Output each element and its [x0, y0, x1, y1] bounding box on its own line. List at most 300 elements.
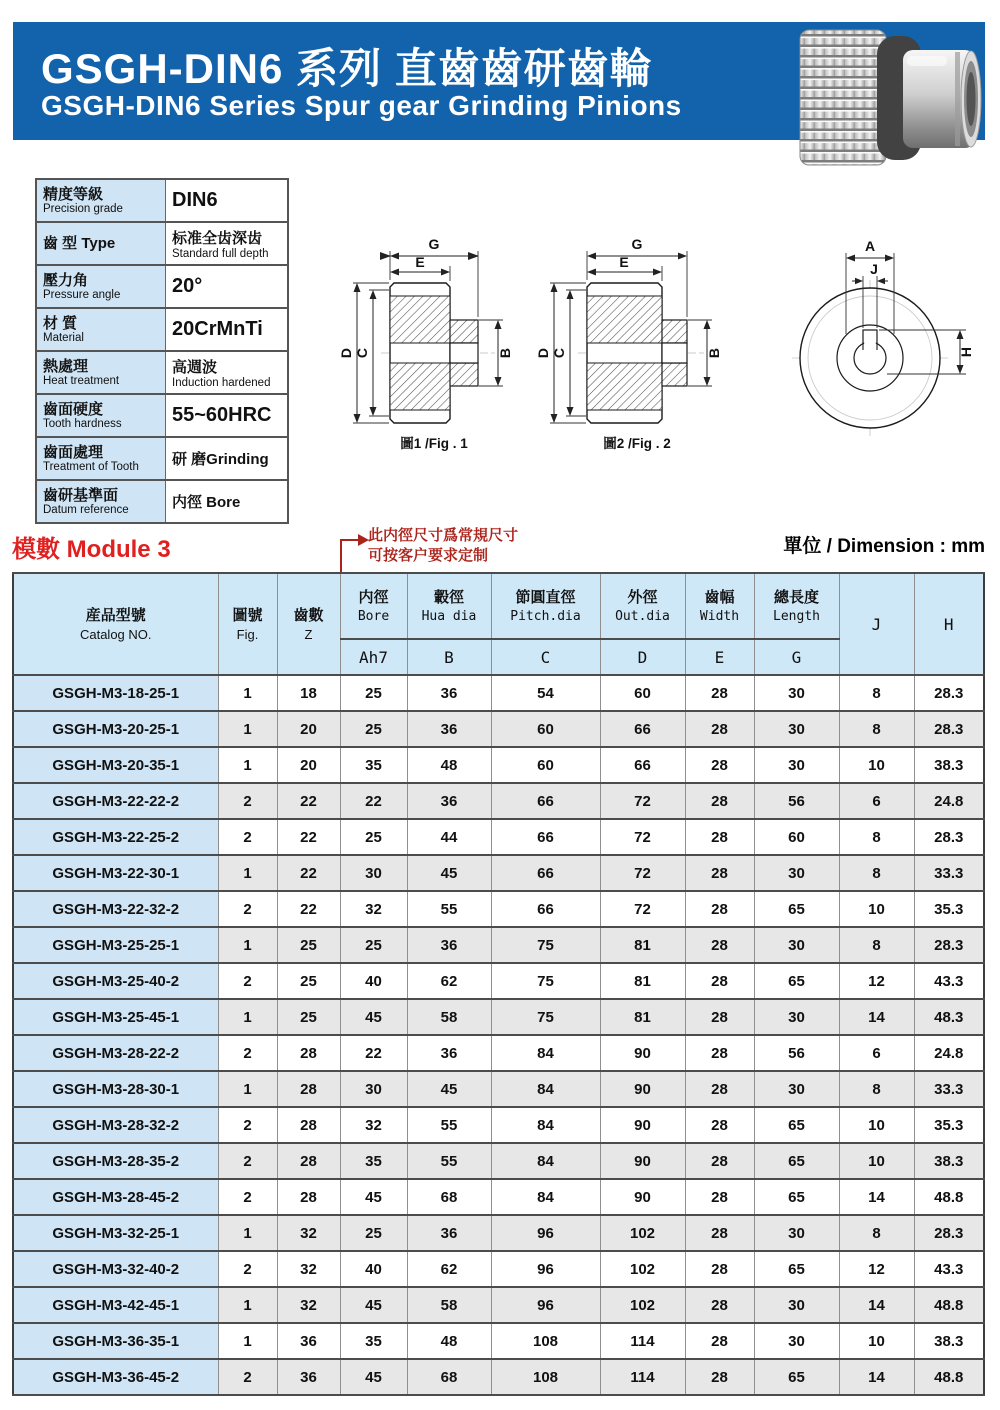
- dimension-cell: 44: [407, 819, 491, 855]
- dimension-cell: 84: [491, 1071, 600, 1107]
- catalog-number-cell: GSGH-M3-32-25-1: [13, 1215, 218, 1251]
- dimension-cell: 1: [218, 1323, 277, 1359]
- dimension-cell: 1: [218, 1071, 277, 1107]
- dimension-cell: 45: [340, 999, 407, 1035]
- dimension-cell: 30: [754, 927, 839, 963]
- table-row: [13, 783, 984, 819]
- spec-label-en: Precision grade: [43, 202, 123, 215]
- dimension-cell: 48: [407, 747, 491, 783]
- spec-value: 20CrMnTi: [172, 318, 263, 340]
- spec-label-zh: 齒 型 Type: [43, 235, 116, 252]
- dimension-cell: 90: [600, 1143, 685, 1179]
- dimension-cell: 75: [491, 963, 600, 999]
- dimension-cell: 45: [340, 1179, 407, 1215]
- dimension-cell: 28: [685, 891, 754, 927]
- technical-drawings: [290, 226, 995, 468]
- catalog-number-cell: GSGH-M3-22-22-2: [13, 783, 218, 819]
- col-header-zh: 外徑: [627, 588, 658, 606]
- col-subheader-ah7: Ah7: [340, 639, 407, 675]
- dimension-cell: 65: [754, 963, 839, 999]
- catalog-number-cell: GSGH-M3-22-30-1: [13, 855, 218, 891]
- dimension-cell: 28: [685, 1251, 754, 1287]
- dimension-cell: 35: [340, 747, 407, 783]
- dimension-cell: 36: [277, 1359, 340, 1395]
- table-row: [13, 1179, 984, 1215]
- dimension-cell: 1: [218, 1287, 277, 1323]
- dimension-cell: 28: [685, 1215, 754, 1251]
- dimension-cell: 108: [491, 1323, 600, 1359]
- dimension-cell: 48.3: [914, 999, 984, 1035]
- catalog-number-cell: GSGH-M3-28-30-1: [13, 1071, 218, 1107]
- catalog-number-cell: GSGH-M3-42-45-1: [13, 1287, 218, 1323]
- dimension-cell: 96: [491, 1287, 600, 1323]
- col-header-fig: [218, 573, 277, 675]
- dimension-cell: 75: [491, 927, 600, 963]
- dimension-cell: 36: [407, 1035, 491, 1071]
- dimension-cell: 81: [600, 963, 685, 999]
- col-header-en: Out.dia: [615, 608, 670, 624]
- dimension-cell: 28.3: [914, 927, 984, 963]
- dimension-cell: 84: [491, 1035, 600, 1071]
- table-row: [13, 711, 984, 747]
- dimension-cell: 25: [340, 927, 407, 963]
- dimension-cell: 66: [491, 783, 600, 819]
- dimension-cell: 102: [600, 1251, 685, 1287]
- dimension-cell: 32: [277, 1215, 340, 1251]
- spec-label-zh: 材 質: [43, 314, 78, 332]
- dimension-cell: 25: [340, 711, 407, 747]
- spec-label-zh: 精度等級: [43, 185, 104, 203]
- dimension-cell: 65: [754, 1359, 839, 1395]
- col-header-en: Fig.: [236, 626, 259, 642]
- dimension-cell: 28: [685, 1107, 754, 1143]
- spec-row-material: [37, 309, 287, 352]
- spec-label-zh: 齒面處理: [43, 443, 104, 461]
- dimension-cell: 8: [839, 711, 914, 747]
- dimension-cell: 36: [407, 711, 491, 747]
- dimension-cell: 1: [218, 855, 277, 891]
- col-subheader-g: G: [754, 639, 839, 675]
- spec-row-datum-reference: [37, 481, 287, 524]
- dimension-cell: 36: [277, 1323, 340, 1359]
- dimension-cell: 6: [839, 1035, 914, 1071]
- dimension-cell: 20: [277, 747, 340, 783]
- table-row: [13, 891, 984, 927]
- col-header-zh: 齒幅: [704, 588, 735, 606]
- dimension-cell: 28: [685, 1071, 754, 1107]
- catalog-number-cell: GSGH-M3-28-35-2: [13, 1143, 218, 1179]
- spec-value: 高週波: [172, 358, 218, 376]
- table-row: [13, 1035, 984, 1071]
- dimension-cell: 28.3: [914, 675, 984, 711]
- dimension-cell: 1: [218, 711, 277, 747]
- dim-label-d: D: [535, 347, 551, 359]
- dimension-cell: 60: [491, 747, 600, 783]
- col-header-en: Hua dia: [421, 608, 477, 624]
- table-row: [13, 927, 984, 963]
- dim-label-g: G: [428, 236, 440, 252]
- dimension-cell: 81: [600, 999, 685, 1035]
- dimension-cell: 1: [218, 999, 277, 1035]
- bore-note-line1: 此内徑尺寸爲常規尺寸: [368, 527, 519, 544]
- spec-table: [35, 178, 289, 524]
- dimension-cell: 2: [218, 1179, 277, 1215]
- dimension-cell: 62: [407, 963, 491, 999]
- dimension-cell: 30: [754, 999, 839, 1035]
- dimension-cell: 65: [754, 891, 839, 927]
- dimension-cell: 28: [277, 1107, 340, 1143]
- dimension-cell: 20: [277, 711, 340, 747]
- dimension-cell: 102: [600, 1215, 685, 1251]
- dimension-cell: 84: [491, 1143, 600, 1179]
- dimension-cell: 25: [340, 1215, 407, 1251]
- dimension-cell: 60: [491, 711, 600, 747]
- dimension-cell: 12: [839, 963, 914, 999]
- dimension-cell: 14: [839, 1287, 914, 1323]
- dimension-cell: 45: [407, 1071, 491, 1107]
- col-header-zh: 節圓直徑: [515, 588, 576, 606]
- dimension-cell: 72: [600, 819, 685, 855]
- dimension-cell: 45: [407, 855, 491, 891]
- col-header-zh: 總長度: [773, 588, 819, 606]
- dimension-table: [12, 572, 985, 1396]
- col-header-zh: 内徑: [358, 588, 389, 606]
- spec-label-zh: 齒面硬度: [43, 400, 104, 418]
- dimension-cell: 22: [277, 891, 340, 927]
- dimension-cell: 72: [600, 783, 685, 819]
- dimension-cell: 6: [839, 783, 914, 819]
- dim-label-j: J: [870, 261, 878, 277]
- dimension-cell: 90: [600, 1179, 685, 1215]
- dimension-cell: 84: [491, 1107, 600, 1143]
- dimension-cell: 1: [218, 927, 277, 963]
- dimension-cell: 35: [340, 1323, 407, 1359]
- col-header-zh: 轂徑: [433, 588, 464, 606]
- catalog-number-cell: GSGH-M3-36-45-2: [13, 1359, 218, 1395]
- bore-note-line2: 可按客户要求定制: [368, 547, 489, 564]
- dimension-cell: 8: [839, 819, 914, 855]
- dim-label-a: A: [864, 238, 876, 254]
- dimension-cell: 8: [839, 1215, 914, 1251]
- dimension-cell: 48.8: [914, 1179, 984, 1215]
- spec-label-en: Material: [43, 331, 84, 344]
- spec-row-tooth-treatment: [37, 438, 287, 481]
- spec-label-zh: 齒研基準面: [43, 486, 119, 504]
- dimension-cell: 90: [600, 1071, 685, 1107]
- dimension-cell: 35.3: [914, 891, 984, 927]
- bore-note-leader-line: [340, 539, 360, 541]
- dimension-cell: 45: [340, 1359, 407, 1395]
- catalog-number-cell: GSGH-M3-20-35-1: [13, 747, 218, 783]
- table-row: [13, 819, 984, 855]
- dimension-cell: 28: [685, 1179, 754, 1215]
- dimension-cell: 28.3: [914, 711, 984, 747]
- col-header-en: Pitch.dia: [510, 608, 581, 624]
- col-header-bore: [340, 573, 407, 639]
- spec-value-sub: Induction hardened: [172, 376, 271, 389]
- dimension-cell: 28: [685, 963, 754, 999]
- dimension-cell: 25: [277, 927, 340, 963]
- dimension-cell: 14: [839, 999, 914, 1035]
- dimension-cell: 48: [407, 1323, 491, 1359]
- figure-1: [338, 236, 513, 451]
- dimension-cell: 66: [600, 747, 685, 783]
- dimension-cell: 30: [754, 711, 839, 747]
- dimension-cell: 36: [407, 675, 491, 711]
- dimension-cell: 33.3: [914, 855, 984, 891]
- catalog-number-cell: GSGH-M3-18-25-1: [13, 675, 218, 711]
- dimension-cell: 38.3: [914, 1143, 984, 1179]
- dimension-cell: 28: [277, 1179, 340, 1215]
- col-subheader-d: D: [600, 639, 685, 675]
- unit-label: 單位 / Dimension : mm: [783, 536, 985, 557]
- spec-value: 55~60HRC: [172, 404, 272, 426]
- col-header-en: Catalog NO.: [79, 626, 152, 642]
- catalog-number-cell: GSGH-M3-25-40-2: [13, 963, 218, 999]
- col-header-en: Z: [304, 626, 313, 642]
- catalog-number-cell: GSGH-M3-28-32-2: [13, 1107, 218, 1143]
- table-body: [13, 675, 984, 1395]
- dimension-cell: 28: [685, 675, 754, 711]
- col-subheader-c: C: [491, 639, 600, 675]
- spec-value: 研 磨Grinding: [172, 451, 269, 468]
- table-row: [13, 675, 984, 711]
- table-row: [13, 1143, 984, 1179]
- dimension-cell: 2: [218, 1359, 277, 1395]
- dimension-cell: 65: [754, 1179, 839, 1215]
- col-header-catalog: [13, 573, 218, 675]
- dimension-cell: 65: [754, 1143, 839, 1179]
- dimension-cell: 38.3: [914, 1323, 984, 1359]
- dimension-cell: 8: [839, 1071, 914, 1107]
- dimension-cell: 28: [685, 999, 754, 1035]
- dimension-cell: 28: [685, 783, 754, 819]
- dimension-cell: 1: [218, 1215, 277, 1251]
- dimension-cell: 10: [839, 1143, 914, 1179]
- dimension-cell: 81: [600, 927, 685, 963]
- col-header-teeth: [277, 573, 340, 675]
- dimension-cell: 24.8: [914, 783, 984, 819]
- spec-label-zh: 壓力角: [43, 271, 89, 289]
- dimension-cell: 28: [277, 1035, 340, 1071]
- col-header-en: Length: [773, 608, 820, 624]
- dimension-cell: 43.3: [914, 963, 984, 999]
- dimension-cell: 30: [754, 1323, 839, 1359]
- table-row: [13, 1251, 984, 1287]
- catalog-number-cell: GSGH-M3-25-45-1: [13, 999, 218, 1035]
- spec-label-en: Treatment of Tooth: [43, 460, 139, 473]
- dimension-cell: 25: [277, 999, 340, 1035]
- dimension-cell: 30: [340, 855, 407, 891]
- dimension-cell: 30: [340, 1071, 407, 1107]
- col-subheader-e: E: [685, 639, 754, 675]
- col-header-zh: 産品型號: [85, 606, 146, 624]
- col-header-en: Width: [699, 608, 740, 624]
- dimension-cell: 2: [218, 1107, 277, 1143]
- dimension-cell: 25: [277, 963, 340, 999]
- table-row: [13, 1287, 984, 1323]
- bore-note-arrow-icon: [358, 534, 369, 546]
- dimension-cell: 28: [277, 1071, 340, 1107]
- dimension-cell: 8: [839, 927, 914, 963]
- dimension-cell: 60: [754, 819, 839, 855]
- dimension-cell: 22: [277, 819, 340, 855]
- dimension-cell: 2: [218, 1251, 277, 1287]
- catalog-number-cell: GSGH-M3-28-22-2: [13, 1035, 218, 1071]
- dimension-cell: 2: [218, 891, 277, 927]
- col-header-zh: 圖號: [232, 606, 263, 624]
- dimension-cell: 65: [754, 1251, 839, 1287]
- figure-front-view: [792, 238, 974, 436]
- dimension-cell: 35.3: [914, 1107, 984, 1143]
- dimension-cell: 32: [340, 1107, 407, 1143]
- col-header-hub-dia: [407, 573, 491, 639]
- dimension-cell: 1: [218, 675, 277, 711]
- spec-label-en: Tooth hardness: [43, 417, 122, 430]
- dimension-cell: 43.3: [914, 1251, 984, 1287]
- spec-row-heat-treatment: [37, 352, 287, 395]
- spec-label-zh: 熱處理: [43, 357, 89, 375]
- dim-label-c: C: [551, 347, 567, 359]
- dimension-cell: 35: [340, 1143, 407, 1179]
- catalog-number-cell: GSGH-M3-36-35-1: [13, 1323, 218, 1359]
- table-row: [13, 999, 984, 1035]
- dimension-cell: 28: [685, 1323, 754, 1359]
- dim-label-b: B: [497, 347, 513, 359]
- dimension-cell: 36: [407, 1215, 491, 1251]
- dimension-cell: 8: [839, 855, 914, 891]
- spec-row-precision: [37, 180, 287, 223]
- col-header-pitch-dia: [491, 573, 600, 639]
- dimension-cell: 28.3: [914, 819, 984, 855]
- spec-label-en: Pressure angle: [43, 288, 121, 301]
- dimension-cell: 22: [277, 855, 340, 891]
- dimension-cell: 90: [600, 1035, 685, 1071]
- dimension-cell: 2: [218, 819, 277, 855]
- dimension-cell: 54: [491, 675, 600, 711]
- dimension-cell: 96: [491, 1215, 600, 1251]
- dimension-cell: 28: [685, 927, 754, 963]
- table-row: [13, 1215, 984, 1251]
- dimension-cell: 32: [277, 1251, 340, 1287]
- dimension-cell: 33.3: [914, 1071, 984, 1107]
- dim-label-g: G: [631, 236, 643, 252]
- module-label: 模數 Module 3: [12, 536, 171, 563]
- dimension-cell: 30: [754, 675, 839, 711]
- dimension-cell: 38.3: [914, 747, 984, 783]
- dimension-cell: 32: [277, 1287, 340, 1323]
- catalog-number-cell: GSGH-M3-28-45-2: [13, 1179, 218, 1215]
- dimension-cell: 22: [340, 1035, 407, 1071]
- dimension-cell: 28: [685, 1287, 754, 1323]
- dimension-cell: 28: [685, 711, 754, 747]
- spec-value: DIN6: [172, 189, 218, 211]
- dimension-cell: 10: [839, 1107, 914, 1143]
- dimension-cell: 65: [754, 1107, 839, 1143]
- dimension-cell: 114: [600, 1359, 685, 1395]
- dimension-cell: 66: [491, 891, 600, 927]
- dimension-cell: 8: [839, 675, 914, 711]
- dimension-cell: 60: [600, 675, 685, 711]
- dimension-cell: 2: [218, 1143, 277, 1179]
- dimension-cell: 40: [340, 1251, 407, 1287]
- dim-label-d: D: [338, 347, 354, 359]
- dim-label-e: E: [415, 254, 425, 270]
- dimension-cell: 30: [754, 1071, 839, 1107]
- dimension-cell: 2: [218, 963, 277, 999]
- gear-product-photo: [795, 26, 995, 168]
- col-header-j: J: [839, 573, 914, 675]
- dimension-cell: 68: [407, 1359, 491, 1395]
- dimension-cell: 45: [340, 1287, 407, 1323]
- table-row: [13, 1107, 984, 1143]
- dimension-cell: 102: [600, 1287, 685, 1323]
- dimension-cell: 30: [754, 1287, 839, 1323]
- spec-value: 20°: [172, 275, 203, 297]
- dimension-cell: 40: [340, 963, 407, 999]
- spec-label-en: Heat treatment: [43, 374, 120, 387]
- dimension-cell: 30: [754, 1215, 839, 1251]
- dimension-cell: 10: [839, 747, 914, 783]
- dimension-cell: 28: [277, 1143, 340, 1179]
- col-header-length: [754, 573, 839, 639]
- dim-label-e: E: [619, 254, 629, 270]
- dimension-cell: 48.8: [914, 1287, 984, 1323]
- dimension-cell: 2: [218, 1035, 277, 1071]
- spec-value-sub: Standard full depth: [172, 247, 269, 260]
- dimension-cell: 14: [839, 1179, 914, 1215]
- dimension-cell: 28.3: [914, 1215, 984, 1251]
- table-row: [13, 747, 984, 783]
- dimension-cell: 96: [491, 1251, 600, 1287]
- dimension-cell: 66: [600, 711, 685, 747]
- col-header-width: [685, 573, 754, 639]
- dimension-cell: 66: [491, 855, 600, 891]
- dimension-cell: 62: [407, 1251, 491, 1287]
- bore-note-leader-line: [340, 539, 342, 572]
- spec-row-pressure-angle: [37, 266, 287, 309]
- fig2-caption: 圖2 /Fig . 2: [603, 436, 671, 451]
- dimension-cell: 55: [407, 891, 491, 927]
- dimension-cell: 28: [685, 747, 754, 783]
- dimension-cell: 28: [685, 819, 754, 855]
- dimension-cell: 72: [600, 855, 685, 891]
- dimension-cell: 22: [277, 783, 340, 819]
- table-row: [13, 963, 984, 999]
- fig1-caption: 圖1 /Fig . 1: [400, 436, 468, 451]
- dimension-cell: 48.8: [914, 1359, 984, 1395]
- table-row: [13, 855, 984, 891]
- dimension-cell: 36: [407, 927, 491, 963]
- dimension-cell: 84: [491, 1179, 600, 1215]
- dimension-cell: 22: [340, 783, 407, 819]
- dim-label-c: C: [354, 347, 370, 359]
- col-header-out-dia: [600, 573, 685, 639]
- dimension-cell: 18: [277, 675, 340, 711]
- dimension-cell: 56: [754, 783, 839, 819]
- col-header-h: H: [914, 573, 984, 675]
- table-row: [13, 1071, 984, 1107]
- dimension-cell: 108: [491, 1359, 600, 1395]
- dimension-cell: 30: [754, 747, 839, 783]
- col-header-zh: 齒數: [293, 606, 324, 624]
- dimension-cell: 2: [218, 783, 277, 819]
- catalog-number-cell: GSGH-M3-20-25-1: [13, 711, 218, 747]
- dimension-cell: 66: [491, 819, 600, 855]
- page-title: GSGH-DIN6 系列 直齒齒研齒輪: [41, 45, 653, 92]
- catalog-number-cell: GSGH-M3-25-25-1: [13, 927, 218, 963]
- spec-row-type: [37, 223, 287, 266]
